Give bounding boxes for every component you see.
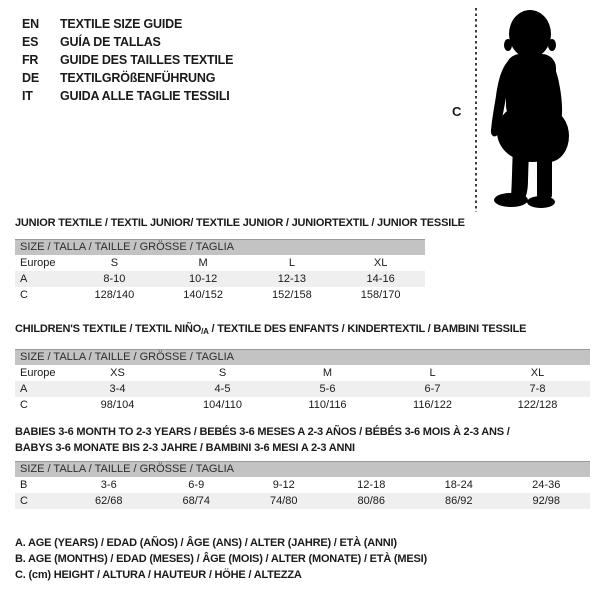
size-cell: 110/116: [308, 399, 347, 411]
size-cell: 86/92: [444, 495, 473, 507]
size-cell: S: [110, 257, 119, 269]
language-title-list: [22, 15, 233, 105]
size-cell: 3-6: [100, 479, 117, 491]
size-cell: 8-10: [103, 273, 126, 285]
size-cell: 122/128: [517, 399, 558, 411]
table-row: [15, 271, 425, 287]
size-cell: 98/104: [100, 399, 135, 411]
language-title: GUIDE DES TAILLES TEXTILE: [60, 53, 234, 67]
language-row: [22, 69, 233, 87]
children-size-table: [15, 349, 590, 413]
height-measure-dashed-line: [475, 8, 477, 212]
row-label: A: [20, 383, 28, 395]
size-cell: 4-5: [214, 383, 231, 395]
size-cell: 14-16: [366, 273, 395, 285]
size-cell: 104/110: [203, 399, 242, 411]
language-row: [22, 87, 233, 105]
size-cell: 140/152: [183, 289, 223, 301]
children-title-part1: CHILDREN'S TEXTILE / TEXTIL NIÑO: [15, 323, 202, 335]
size-cell: 10-12: [189, 273, 218, 285]
table-row: [15, 255, 425, 271]
size-cell: 62/68: [94, 495, 123, 507]
size-header-bar: SIZE / TALLA / TAILLE / GRÖSSE / TAGLIA: [15, 461, 590, 477]
size-cell: 128/140: [94, 289, 135, 301]
size-cell: L: [288, 257, 295, 269]
language-row: [22, 15, 233, 33]
size-header-bar: SIZE / TALLA / TAILLE / GRÖSSE / TAGLIA: [15, 349, 590, 365]
size-cell: 80/86: [357, 495, 386, 507]
table-row: [15, 397, 590, 413]
footnote-b: B. AGE (MONTHS) / EDAD (MESES) / ÂGE (MOIS) / ALTER (MONATE) / ETÀ (MESI): [15, 553, 427, 565]
footnote-a: A. AGE (YEARS) / EDAD (AÑOS) / ÂGE (ANS) / ALTER (JAHRE) / ETÀ (ANNI): [15, 537, 397, 549]
size-cell: 9-12: [272, 479, 295, 491]
language-title: TEXTILGRÖßENFÜHRUNG: [60, 71, 216, 85]
size-cell: 18-24: [444, 479, 473, 491]
size-header-bar: SIZE / TALLA / TAILLE / GRÖSSE / TAGLIA: [15, 239, 425, 255]
language-code: DE: [22, 71, 39, 85]
size-cell: 116/122: [413, 399, 452, 411]
section-title-babies-line2: BABYS 3-6 MONATE BIS 2-3 JAHRE / BAMBINI 3-6 MESI A 2-3 ANNI: [15, 442, 355, 454]
size-cell: XL: [373, 257, 388, 269]
language-row: [22, 51, 233, 69]
footnote-c: C. (cm) HEIGHT / ALTURA / HAUTEUR / HÖHE / ALTEZZA: [15, 569, 302, 581]
size-cell: 24-36: [532, 479, 561, 491]
size-cell: 92/98: [532, 495, 561, 507]
row-label: C: [20, 495, 28, 507]
language-title: TEXTILE SIZE GUIDE: [60, 17, 183, 31]
size-cell: XS: [110, 367, 125, 379]
size-cell: 74/80: [269, 495, 298, 507]
row-label: C: [20, 289, 28, 301]
section-title-children: [15, 323, 526, 336]
size-cell: 158/170: [360, 289, 401, 301]
size-cell: M: [198, 257, 208, 269]
size-cell: 152/158: [271, 289, 312, 301]
row-label: Europe: [20, 367, 56, 379]
size-cell: 6-7: [424, 383, 441, 395]
size-cell: 6-9: [188, 479, 205, 491]
children-title-part2: / TEXTILE DES ENFANTS / KINDERTEXTIL / BAMBINI TESSILE: [208, 323, 527, 335]
children-title-subscript: /A: [201, 327, 209, 336]
size-cell: L: [429, 367, 436, 379]
section-title-babies-line1: BABIES 3-6 MONTH TO 2-3 YEARS / BEBÉS 3-6 MESES A 2-3 AÑOS / BÉBÉS 3-6 MOIS À 2-3 ANS /: [15, 426, 510, 438]
row-label: Europe: [20, 257, 56, 269]
language-title: GUÍA DE TALLAS: [60, 35, 161, 49]
language-code: ES: [22, 35, 39, 49]
table-row: [15, 477, 590, 493]
language-code: FR: [22, 53, 39, 67]
row-label: A: [20, 273, 28, 285]
language-code: EN: [22, 17, 39, 31]
size-cell: 12-13: [277, 273, 306, 285]
baby-silhouette-image: [487, 8, 579, 211]
size-cell: 7-8: [529, 383, 546, 395]
size-cell: 3-4: [109, 383, 126, 395]
table-row: [15, 365, 590, 381]
language-title: GUIDA ALLE TAGLIE TESSILI: [60, 89, 230, 103]
footnote-legend: [15, 535, 427, 583]
babies-size-table: [15, 461, 590, 509]
row-label: B: [20, 479, 28, 491]
size-cell: 68/74: [182, 495, 211, 507]
size-cell: 5-6: [319, 383, 336, 395]
junior-size-table: [15, 239, 425, 303]
size-cell: 12-18: [357, 479, 386, 491]
language-code: IT: [22, 89, 33, 103]
table-row: [15, 493, 590, 509]
height-measure-label: C: [452, 104, 462, 119]
row-label: C: [20, 399, 28, 411]
size-cell: S: [218, 367, 227, 379]
language-row: [22, 33, 233, 51]
size-cell: M: [322, 367, 333, 379]
table-row: [15, 381, 590, 397]
table-row: [15, 287, 425, 303]
section-title-junior: JUNIOR TEXTILE / TEXTIL JUNIOR/ TEXTILE JUNIOR / JUNIORTEXTIL / JUNIOR TESSILE: [15, 217, 465, 229]
size-cell: XL: [530, 367, 545, 379]
